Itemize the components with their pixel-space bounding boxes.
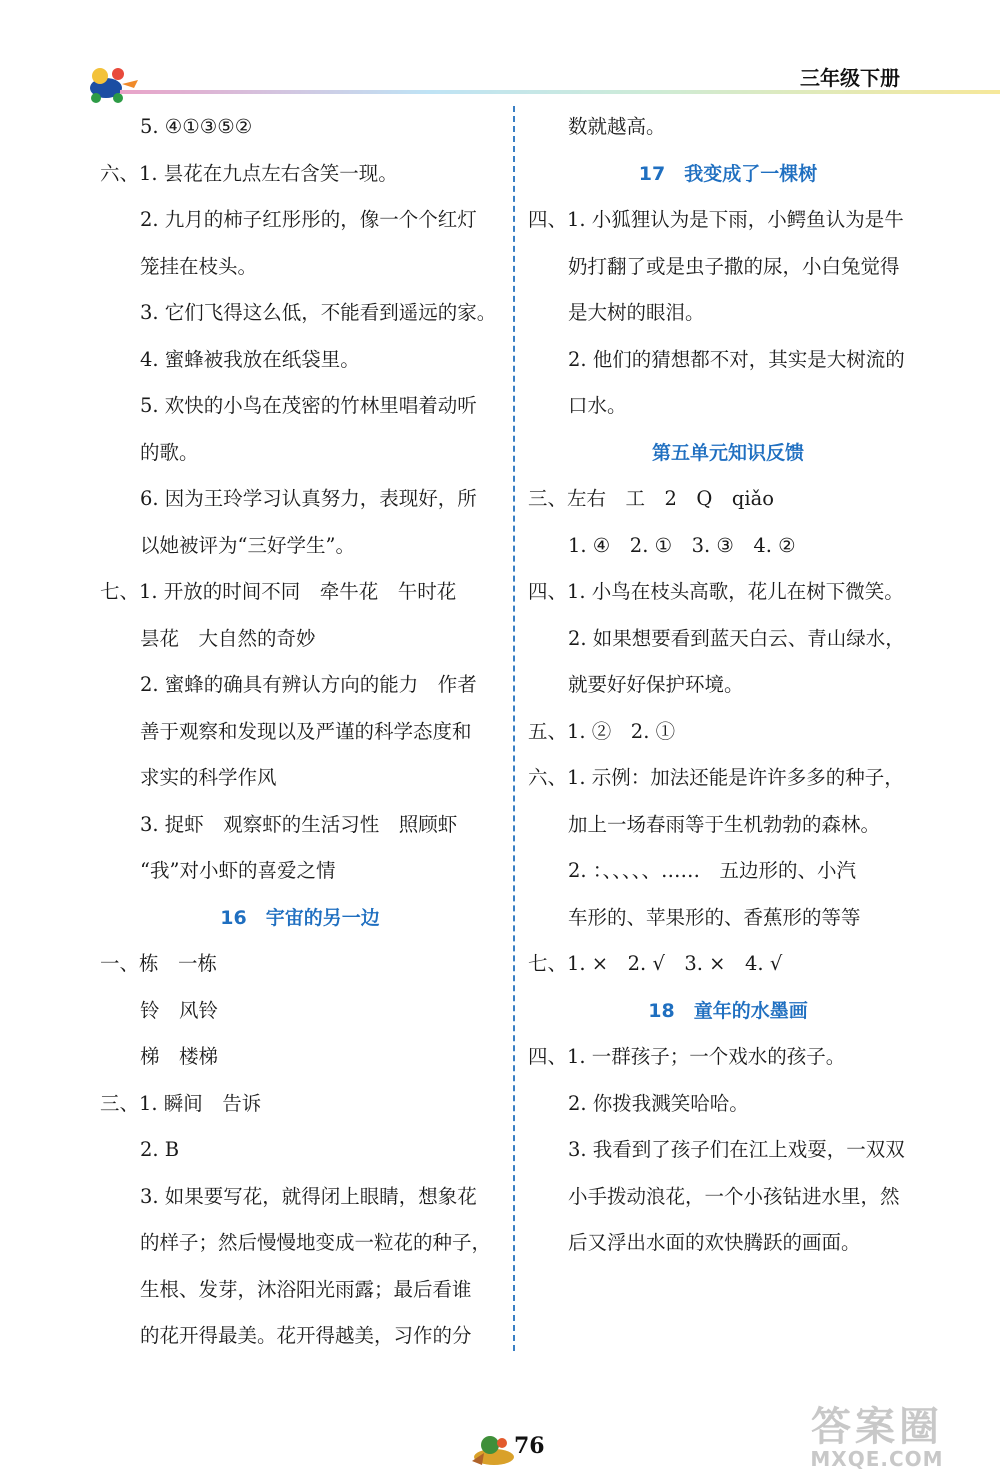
answer-line: 的花开得最美。花开得越美，习作的分 [140, 1324, 472, 1347]
answer-line: 七、1. × 2. √ 3. × 4. √ [528, 952, 783, 975]
answer-line: 3. 如果要写花，就得闭上眼睛，想象花 [140, 1184, 477, 1208]
answer-line: 四、1. 一群孩子；一个戏水的孩子。 [528, 1045, 846, 1068]
answer-line: 是大树的眼泪。 [568, 301, 705, 324]
answer-line: 就要好好保护环境。 [568, 673, 744, 696]
page-number: 76 [514, 1433, 545, 1459]
answer-line: 数就越高。 [568, 115, 666, 138]
section-heading: 第五单元知识反馈 [651, 441, 804, 464]
answer-line: 2. 他们的猜想都不对，其实是大树流的 [568, 347, 905, 371]
header-mascot-icon [84, 58, 140, 106]
answer-line: 四、1. 小鸟在枝头高歌，花儿在树下微笑。 [528, 580, 904, 603]
answer-line: 2. ：、、、、、…… 五边形的、小汽 [568, 859, 857, 882]
page-number-area [470, 1425, 590, 1469]
answer-line: 3. 我看到了孩子们在江上戏耍，一双双 [568, 1138, 905, 1161]
answer-line: 1. ④ 2. ① 3. ③ 4. ② [568, 533, 796, 557]
section-heading: 18 童年的水墨画 [648, 999, 808, 1022]
answer-line: 小手拨动浪花，一个小孩钻进水里，然 [568, 1184, 900, 1208]
answer-line: 以她被评为“三好学生”。 [140, 533, 355, 557]
answer-line: 5. 欢快的小鸟在茂密的竹林里唱着动听 [140, 394, 477, 417]
answer-line: 笼挂在枝头。 [140, 254, 258, 278]
answer-line: 四、1. 小狐狸认为是下雨，小鳄鱼认为是牛 [528, 208, 904, 231]
answer-line: 求实的科学作风 [140, 766, 277, 789]
answer-line: 4. 蜜蜂被我放在纸袋里。 [140, 347, 360, 371]
answer-line: 的歌。 [140, 440, 199, 464]
answer-line: 昙花 大自然的奇妙 [140, 626, 316, 650]
answer-line: 2. 如果想要看到蓝天白云、青山绿水， [568, 626, 905, 650]
answer-line: 3. 它们飞得这么低，不能看到遥远的家。 [140, 301, 497, 324]
answer-line: 铃 风铃 [140, 998, 219, 1022]
answer-line: 5. ④①③⑤② [140, 115, 253, 138]
section-heading: 16 宇宙的另一边 [220, 906, 380, 929]
answer-line: 加上一场春雨等于生机勃勃的森林。 [568, 812, 881, 836]
answer-line: 七、1. 开放的时间不同 牵牛花 午时花 [100, 580, 457, 603]
answer-line: 口水。 [568, 394, 627, 417]
answer-line: 三、1. 瞬间 告诉 [100, 1091, 262, 1115]
answer-line: 五、1. ② 2. ① [528, 719, 676, 743]
watermark [762, 1405, 992, 1471]
left-column [100, 104, 500, 1360]
footer-mascot-icon [470, 1431, 518, 1467]
answer-line: 2. 蜜蜂的确具有辨认方向的能力 作者 [140, 673, 477, 696]
answer-line: 三、左右 工 2 Q qiǎo [528, 487, 774, 510]
answer-line: 善于观察和发现以及严谨的科学态度和 [140, 719, 472, 743]
answer-line: 六、1. 示例：加法还能是许许多多的种子， [528, 766, 904, 789]
answer-line: 2. 你拨我溅笑哈哈。 [568, 1091, 749, 1115]
grade-label: 三年级下册 [800, 66, 900, 90]
answer-line: 车形的、苹果形的、香蕉形的等等 [568, 905, 861, 929]
answer-line: 梯 楼梯 [140, 1045, 219, 1068]
section-heading: 17 我变成了一棵树 [638, 162, 818, 185]
answer-line: “我”对小虾的喜爱之情 [140, 859, 336, 882]
watermark-logo: 答案圈 [811, 1404, 943, 1450]
answer-line: 奶打翻了或是虫子撒的尿，小白兔觉得 [568, 254, 900, 278]
answer-line: 3. 捉虾 观察虾的生活习性 照顾虾 [140, 812, 458, 836]
answer-line: 2. 九月的柿子红彤彤的，像一个个红灯 [140, 208, 477, 231]
answer-line: 生根、发芽，沐浴阳光雨露；最后看谁 [140, 1277, 472, 1301]
watermark-url: MXQE.COM [810, 1447, 944, 1471]
right-column [528, 104, 928, 1267]
answer-line: 2. B [140, 1138, 180, 1161]
answer-line: 六、1. 昙花在九点左右含笑一现。 [100, 161, 398, 185]
answer-line: 6. 因为王玲学习认真努力，表现好，所 [140, 487, 477, 510]
answer-line: 的样子；然后慢慢地变成一粒花的种子， [140, 1231, 492, 1254]
answer-line: 一、栋 一栋 [100, 952, 218, 975]
answer-line: 后又浮出水面的欢快腾跃的画面。 [568, 1231, 861, 1254]
column-divider [513, 106, 515, 1351]
